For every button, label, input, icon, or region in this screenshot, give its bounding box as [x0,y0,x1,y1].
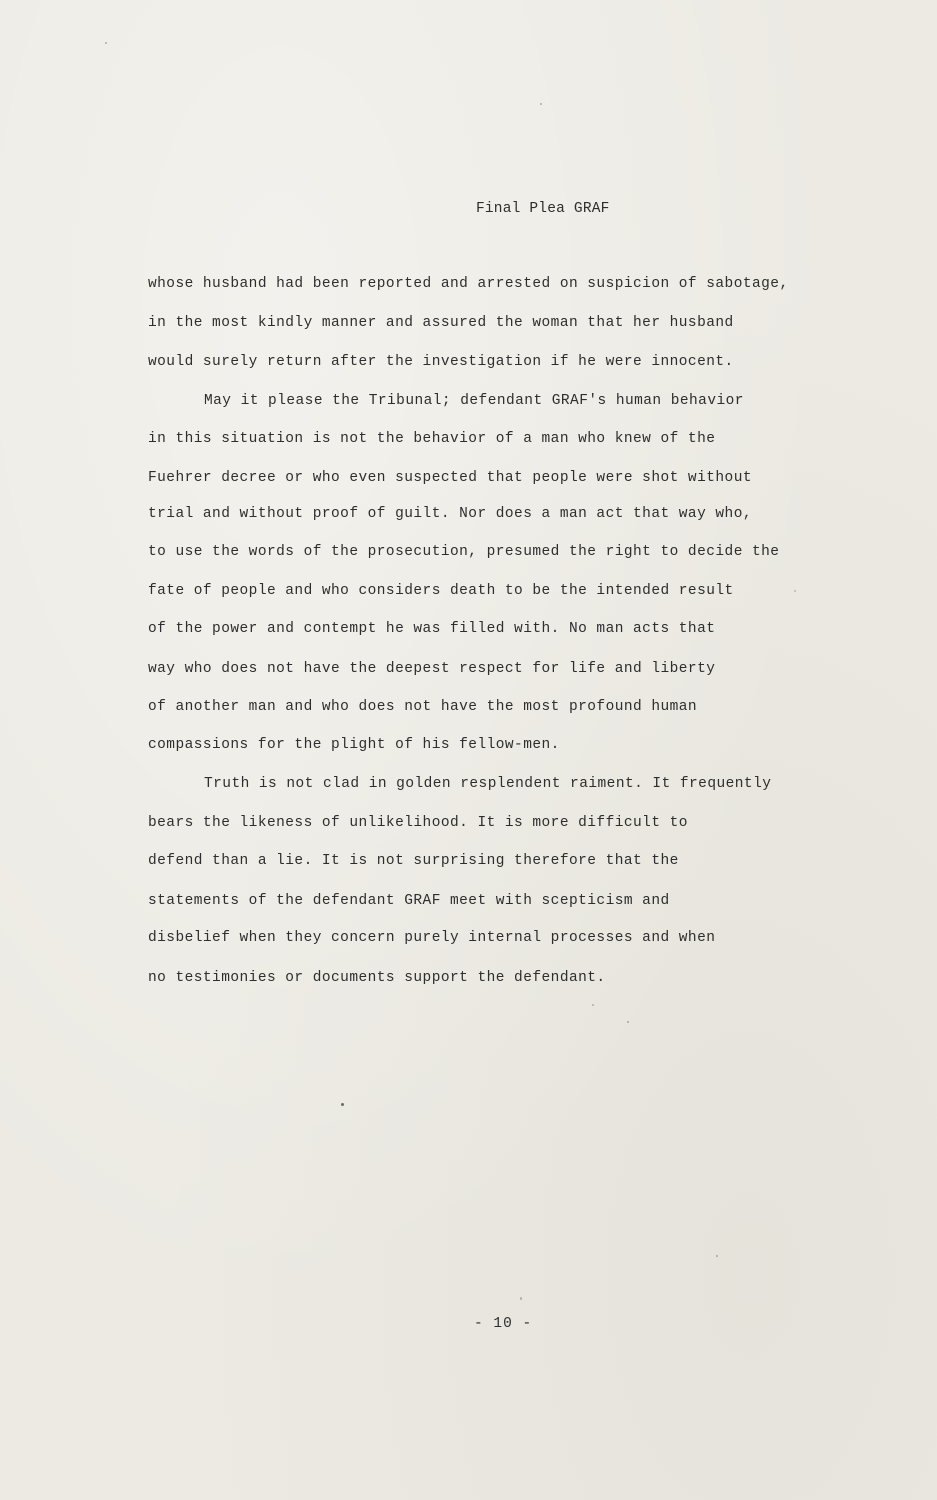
paper-speck [520,1297,522,1300]
paper-speck [105,42,107,44]
text-line: to use the words of the prosecution, presumed the right to decide the [148,544,780,560]
text-line: no testimonies or documents support the defendant. [148,970,606,986]
text-line: Fuehrer decree or who even suspected that people were shot without [148,470,752,486]
paper-speck [794,590,796,592]
text-line: bears the likeness of unlikelihood. It is more difficult to [148,815,688,831]
text-line: defend than a lie. It is not surprising therefore that the [148,853,679,869]
text-line: in this situation is not the behavior of a man who knew of the [148,431,716,447]
text-line: fate of people and who considers death to be the intended result [148,583,734,599]
page-header: Final Plea GRAF [476,201,610,217]
paper-speck [627,1021,629,1023]
text-line: in the most kindly manner and assured the woman that her husband [148,315,734,331]
text-line: Truth is not clad in golden resplendent raiment. It frequently [204,776,772,792]
text-line: compassions for the plight of his fellow-men. [148,737,560,753]
paper-speck [716,1255,718,1257]
paper-speck [592,1004,594,1006]
text-line: would surely return after the investigation if he were innocent. [148,354,734,370]
text-line: whose husband had been reported and arrested on suspicion of sabotage, [148,276,789,292]
page-number: - 10 - [474,1316,533,1332]
text-line: statements of the defendant GRAF meet with scepticism and [148,893,670,909]
text-line: way who does not have the deepest respect for life and liberty [148,661,716,677]
paper-speck [341,1103,344,1106]
text-line: of another man and who does not have the most profound human [148,699,698,715]
paper-speck [540,103,542,105]
text-line: trial and without proof of guilt. Nor does a man act that way who, [148,506,752,522]
text-line: of the power and contempt he was filled with. No man acts that [148,621,716,637]
text-line: disbelief when they concern purely internal processes and when [148,930,716,946]
text-line: May it please the Tribunal; defendant GRAF's human behavior [204,393,744,409]
